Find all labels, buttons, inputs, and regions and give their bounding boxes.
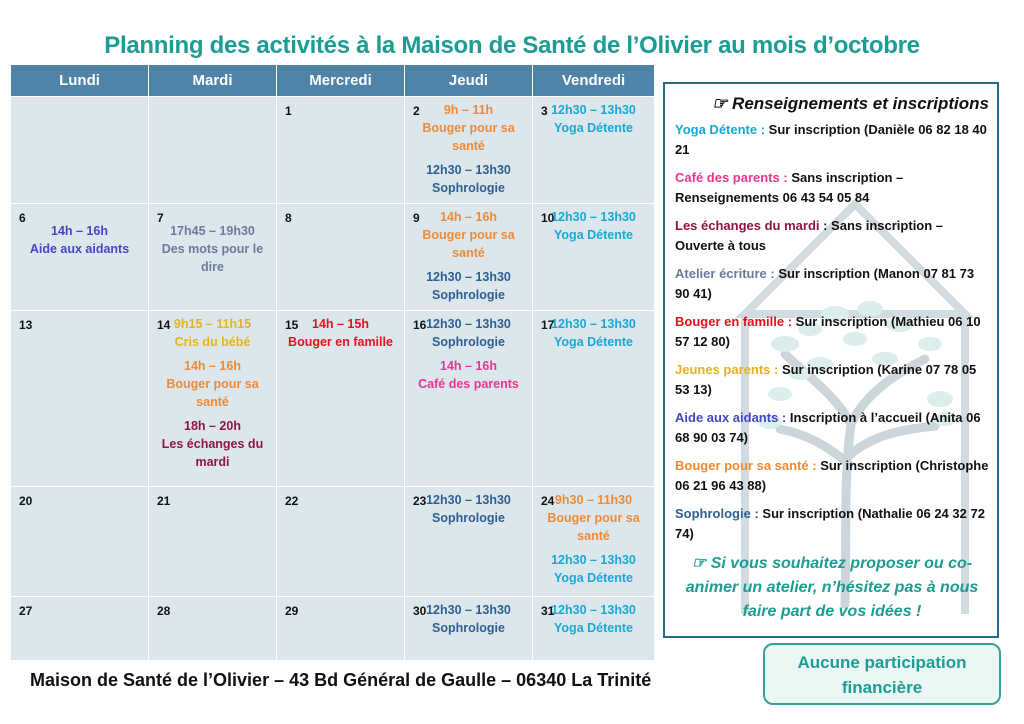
info-entry-text: Sur inscription (Manon 07 81 73 90 41) [675, 266, 975, 301]
header-lundi: Lundi [11, 65, 149, 97]
day-number: 6 [19, 211, 26, 225]
day-number: 20 [19, 494, 33, 508]
event-bouger [153, 357, 272, 411]
day-number: 3 [541, 104, 548, 118]
day-number: 14 [157, 318, 171, 332]
info-entry-aide [675, 408, 989, 448]
event-name: Des mots pour le dire [161, 242, 264, 274]
event-bouger [409, 208, 528, 262]
calendar-week-row [11, 204, 655, 311]
info-entry-label: Atelier écriture : [675, 266, 775, 281]
calendar-day-cell [11, 97, 149, 204]
event-time: 14h – 16h [51, 224, 108, 238]
calendar-day-cell [277, 204, 405, 311]
event-time: 9h30 – 11h30 [554, 493, 633, 507]
info-panel [663, 82, 999, 638]
day-events [409, 601, 528, 637]
event-famille [281, 315, 400, 351]
day-number: 27 [19, 604, 33, 618]
calendar-day-cell [149, 597, 277, 661]
calendar-day-cell [405, 597, 533, 661]
day-events [281, 315, 400, 351]
event-name: Yoga Détente [554, 571, 633, 585]
event-time: 12h30 – 13h30 [551, 553, 636, 567]
day-events [409, 315, 528, 393]
info-entry-text: Sur inscription (Nathalie 06 24 32 72 74) [675, 506, 985, 541]
info-entry-text: Sur inscription (Karine 07 78 05 53 13) [675, 362, 977, 397]
calendar-day-cell [533, 311, 655, 487]
day-events [537, 101, 650, 137]
event-time: 9h – 11h [443, 103, 494, 117]
info-call-to-action: ☞ Si vous souhaitez proposer ou co-animer un atelier, n’hésitez pas à nous faire part de vos idées ! [685, 555, 979, 620]
event-yoga [537, 551, 650, 587]
event-name: Aide aux aidants [29, 242, 130, 256]
event-name: Bouger pour sa santé [166, 377, 259, 409]
day-number: 24 [541, 494, 555, 508]
info-entry-famille [675, 312, 989, 352]
event-time: 9h15 – 11h15 [173, 317, 252, 331]
event-jeunes [153, 315, 272, 351]
footer-address: Maison de Santé de l’Olivier – 43 Bd Général de Gaulle – 06340 La Trinité [30, 670, 652, 690]
header-vendredi: Vendredi [533, 65, 655, 97]
day-number: 8 [285, 211, 292, 225]
event-time: 12h30 – 13h30 [551, 603, 636, 617]
calendar-week-row [11, 487, 655, 597]
event-soph [409, 315, 528, 351]
day-number: 10 [541, 211, 555, 225]
info-entry-label: Café des parents : [675, 170, 788, 185]
calendar-day-cell [405, 204, 533, 311]
event-time: 12h30 – 13h30 [551, 103, 636, 117]
event-soph [409, 601, 528, 637]
calendar-day-cell [533, 597, 655, 661]
event-name: Yoga Détente [554, 121, 633, 135]
day-number: 30 [413, 604, 427, 618]
event-name: Sophrologie [432, 621, 505, 635]
info-entry-label: Yoga Détente : [675, 122, 766, 137]
event-time: 12h30 – 13h30 [426, 603, 511, 617]
calendar-day-cell [277, 597, 405, 661]
day-number: 29 [285, 604, 299, 618]
calendar-week-row [11, 97, 655, 204]
info-entry-bouger [675, 456, 989, 496]
info-entry-ecr [675, 264, 989, 304]
day-events [15, 222, 144, 258]
event-name: Cris du bébé [174, 335, 251, 349]
event-name: Bouger pour sa santé [422, 121, 515, 153]
calendar-day-cell [533, 97, 655, 204]
event-name: Yoga Détente [554, 621, 633, 635]
info-title: ☞ Renseignements et inscriptions [712, 94, 989, 113]
event-name: Yoga Détente [554, 335, 633, 349]
event-time: 12h30 – 13h30 [426, 270, 511, 284]
event-time: 12h30 – 13h30 [551, 210, 636, 224]
day-number: 13 [19, 318, 33, 332]
info-entry-label: Bouger pour sa santé : [675, 458, 817, 473]
event-name: Café des parents [418, 377, 519, 391]
event-time: 14h – 16h [440, 210, 497, 224]
day-number: 22 [285, 494, 299, 508]
info-entry-cafe [675, 168, 989, 208]
calendar-week-row [11, 311, 655, 487]
calendar-day-cell [405, 311, 533, 487]
event-time: 12h30 – 13h30 [426, 163, 511, 177]
day-number: 7 [157, 211, 164, 225]
day-events [409, 101, 528, 197]
info-entry-label: Sophrologie : [675, 506, 759, 521]
day-number: 17 [541, 318, 555, 332]
calendar-day-cell [277, 97, 405, 204]
day-number: 9 [413, 211, 420, 225]
calendar-day-cell [11, 487, 149, 597]
event-name: Bouger pour sa santé [547, 511, 640, 543]
day-number: 28 [157, 604, 171, 618]
calendar-body [11, 97, 655, 661]
calendar-day-cell [11, 597, 149, 661]
info-entry-text: Sur inscription (Danièle 06 82 18 40 21 [675, 122, 987, 157]
event-soph [409, 268, 528, 304]
event-time: 14h – 15h [312, 317, 369, 331]
page-title: Planning des activités à la Maison de Santé de l’Olivier au mois d’octobre [104, 32, 920, 59]
event-name: Sophrologie [432, 288, 505, 302]
event-name: Yoga Détente [554, 228, 633, 242]
calendar-day-cell [533, 204, 655, 311]
event-time: 12h30 – 13h30 [426, 493, 511, 507]
info-entry-soph [675, 504, 989, 544]
event-name: Sophrologie [432, 335, 505, 349]
header-jeudi: Jeudi [405, 65, 533, 97]
day-events [409, 491, 528, 527]
event-time: 18h – 20h [184, 419, 241, 433]
event-name: Bouger en famille [288, 335, 393, 349]
event-name: Sophrologie [432, 181, 505, 195]
calendar-table [10, 64, 655, 661]
day-number: 15 [285, 318, 299, 332]
event-name: Bouger pour sa santé [422, 228, 515, 260]
info-entry-text: Sur inscription (Christophe 06 21 96 43 88) [675, 458, 989, 493]
calendar-header-row [11, 65, 655, 97]
calendar-day-cell [277, 487, 405, 597]
calendar-day-cell [405, 97, 533, 204]
info-entry-yoga [675, 120, 989, 160]
free-participation-badge: Aucune participation financière [763, 643, 1001, 705]
event-cafe [409, 357, 528, 393]
calendar-day-cell [11, 311, 149, 487]
calendar-day-cell [149, 97, 277, 204]
event-time: 12h30 – 13h30 [551, 317, 636, 331]
info-entry-jeunes [675, 360, 989, 400]
calendar-day-cell [405, 487, 533, 597]
day-events [153, 222, 272, 276]
header-mardi: Mardi [149, 65, 277, 97]
info-entry-label: Les échanges du mardi [675, 218, 820, 233]
calendar-day-cell [149, 487, 277, 597]
event-name: Les échanges du mardi [161, 437, 264, 469]
event-soph [409, 491, 528, 527]
day-events [153, 315, 272, 471]
info-entries [675, 120, 989, 544]
header-mercredi: Mercredi [277, 65, 405, 97]
event-yoga [537, 101, 650, 137]
info-entry-label: Bouger en famille : [675, 314, 793, 329]
event-soph [409, 161, 528, 197]
calendar-day-cell [11, 204, 149, 311]
calendar-day-cell [533, 487, 655, 597]
day-number: 31 [541, 604, 555, 618]
day-number: 16 [413, 318, 427, 332]
event-echanges [153, 417, 272, 471]
calendar-day-cell [149, 204, 277, 311]
calendar-week-row [11, 597, 655, 661]
event-ecr [153, 222, 272, 276]
event-time: 14h – 16h [440, 359, 497, 373]
day-number: 2 [413, 104, 420, 118]
event-time: 17h45 – 19h30 [170, 224, 255, 238]
calendar-day-cell [277, 311, 405, 487]
day-number: 1 [285, 104, 292, 118]
info-entry-text: Sans inscription – Renseignements 06 43 54 05 84 [675, 170, 904, 205]
info-entry-echanges [675, 216, 989, 256]
event-time: 14h – 16h [184, 359, 241, 373]
calendar-day-cell [149, 311, 277, 487]
event-bouger [409, 101, 528, 155]
info-entry-text: Inscription à l’accueil (Anita 06 68 90 03 74) [675, 410, 981, 445]
day-number: 21 [157, 494, 171, 508]
event-time: 12h30 – 13h30 [426, 317, 511, 331]
day-events [409, 208, 528, 304]
info-entry-text: : Sans inscription – Ouverte à tous [675, 218, 944, 253]
info-entry-label: Aide aux aidants : [675, 410, 787, 425]
day-number: 23 [413, 494, 427, 508]
info-entry-label: Jeunes parents : [675, 362, 779, 377]
info-entry-text: Sur inscription (Mathieu 06 10 57 12 80) [675, 314, 981, 349]
event-aide [15, 222, 144, 258]
event-name: Sophrologie [432, 511, 505, 525]
